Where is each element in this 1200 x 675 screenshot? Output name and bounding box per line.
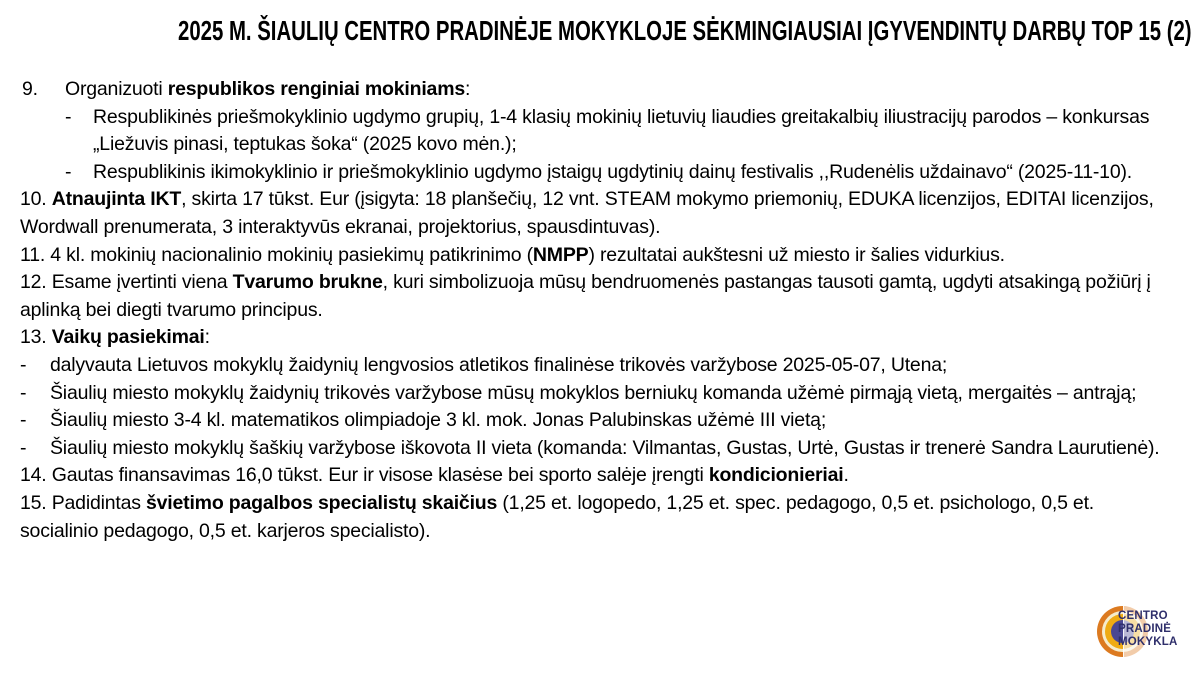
text-segment: Atnaujinta IKT — [51, 188, 182, 211]
list-item — [20, 159, 1174, 187]
text-segment: Šiaulių miesto mokyklų žaidynių trikovės varžybose mūsų mokyklos berniukų komanda užėmė pirmąją vietą, mergaitės – antrąją; — [50, 381, 1137, 404]
list-item — [20, 186, 1174, 241]
list-item — [20, 352, 1174, 380]
text-segment: respublikos renginiai mokiniams — [167, 78, 465, 100]
text-segment: NMPP — [532, 243, 589, 266]
logo-text-line3: MOKYKLA — [1118, 636, 1178, 648]
text-segment: Tvarumo brukne — [232, 271, 383, 294]
logo-text-line1: CENTRO — [1118, 610, 1168, 622]
list-item — [20, 462, 1174, 490]
list-item — [20, 324, 1174, 352]
text-segment: 14. Gautas finansavimas 16,0 tūkst. Eur ir visose klasėse bei sporto salėje įrengti — [20, 464, 709, 487]
text-segment: : — [204, 326, 210, 349]
slide-title: 2025 M. ŠIAULIŲ CENTRO PRADINĖJE MOKYKLOJE SĖKMINGIAUSIAI ĮGYVENDINTŲ DARBŲ TOP 15 (2) — [178, 15, 1192, 46]
text-segment: švietimo pagalbos specialistų skaičius — [146, 491, 498, 514]
logo-text-line2: PRADINĖ — [1118, 623, 1172, 635]
text-segment: Šiaulių miesto 3-4 kl. matematikos olimpiadoje 3 kl. mok. Jonas Palubinskas užėmė III vietą; — [50, 409, 827, 432]
list-item — [20, 242, 1174, 270]
list-marker: - — [20, 436, 27, 459]
content-list — [20, 76, 1174, 545]
text-segment: 10. — [20, 188, 52, 211]
text-segment: Šiaulių miesto mokyklų šaškių varžybose iškovota II vieta (komanda: Vilmantas, Gustas, Urtė, Gustas ir trenerė Sandra Laurutienė). — [50, 436, 1160, 459]
list-item — [20, 269, 1174, 324]
list-item — [20, 490, 1174, 545]
text-segment: Respublikinės priešmokyklinio ugdymo grupių, 1-4 klasių mokinių lietuvių liaudies greitakalbių iliustracijų parodos – konkursas „Liežuvis pinasi, teptukas šoka“ (2025 kovo mėn.); — [93, 105, 1150, 156]
text-segment: , kuri simbolizuoja mūsų bendruomenės pastangas tausoti gamtą, ugdyti atsakingą požiūrį į aplinką bei diegti tvarumo principus. — [20, 271, 1151, 321]
school-logo — [1097, 606, 1192, 662]
text-segment: 15. Padidintas — [20, 491, 147, 514]
text-segment: dalyvauta Lietuvos mokyklų žaidynių lengvosios atletikos finalinėse trikovės varžybose 2025-05-07, Utena; — [50, 353, 948, 376]
text-segment: . — [843, 464, 849, 487]
list-item — [20, 435, 1174, 463]
text-segment: Vaikų pasiekimai — [51, 326, 205, 349]
text-segment: ) rezultatai aukštesni už miesto ir šalies vidurkius. — [588, 243, 1005, 266]
title-row — [0, 14, 1200, 48]
text-segment: , skirta 17 tūkst. Eur (įsigyta: 18 planšečių, 12 vnt. STEAM mokymo priemonių, EDUKA licenzijos, EDITAI licenzijos, Wordwall prenumerata, 3 interaktyvūs ekranai, projektorius, spausdintuvas). — [20, 188, 1154, 238]
list-item — [20, 380, 1174, 408]
list-marker: - — [20, 409, 27, 432]
list-marker: - — [20, 353, 27, 376]
list-marker: 9. — [22, 78, 38, 100]
list-item — [20, 76, 1174, 104]
text-segment: 11. 4 kl. mokinių nacionalinio mokinių pasiekimų patikrinimo ( — [20, 243, 533, 266]
text-segment: Respublikinis ikimokyklinio ir priešmokyklinio ugdymo įstaigų ugdytinių dainų festivalis ,,Rudenėlis uždainavo“ (2025-11-10). — [93, 160, 1132, 183]
list-marker: - — [20, 381, 27, 404]
list-marker: - — [65, 105, 72, 128]
text-segment: 13. — [20, 326, 52, 349]
text-segment: 12. Esame įvertinti viena — [20, 271, 233, 294]
list-item — [20, 104, 1174, 159]
text-segment: kondicionieriai — [708, 464, 844, 487]
text-segment: (1,25 et. logopedo, 1,25 et. spec. pedagogo, 0,5 et. psichologo, 0,5 et. socialinio pedagogo, 0,5 et. karjeros specialisto). — [20, 491, 1095, 542]
list-marker: - — [65, 160, 72, 183]
logo-text — [1118, 610, 1178, 649]
list-item — [20, 407, 1174, 435]
text-segment: : — [464, 78, 471, 100]
text-segment: Organizuoti — [65, 78, 168, 100]
